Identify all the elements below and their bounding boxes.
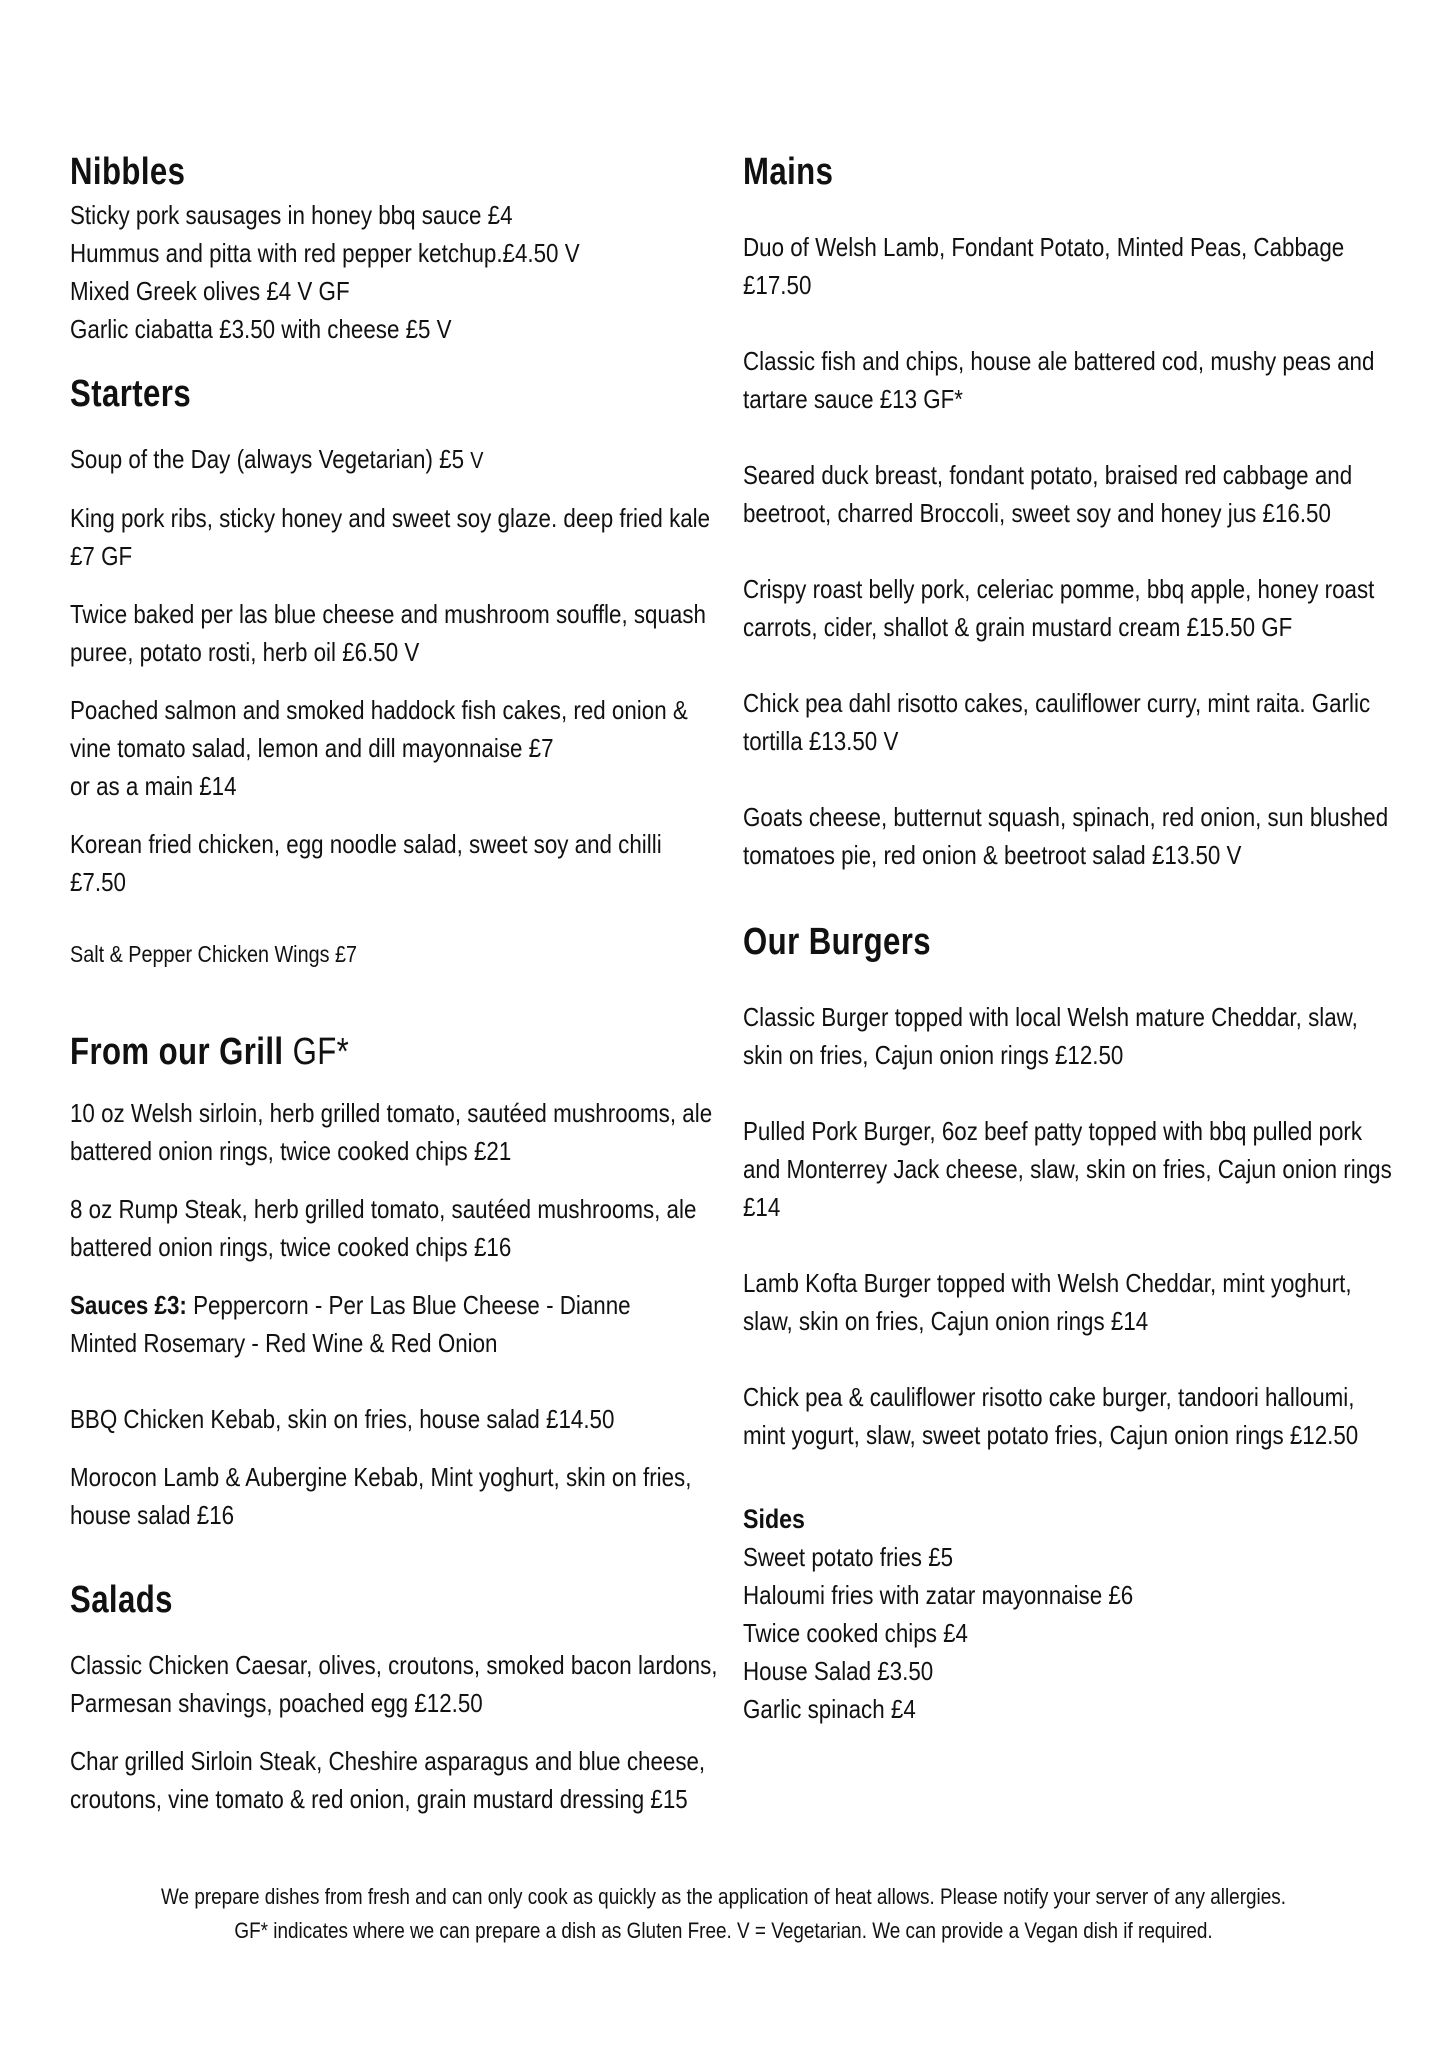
menu-item: Garlic ciabatta £3.50 with cheese £5 V — [70, 313, 452, 344]
menu-item: Poached salmon and smoked haddock fish cakes, red onion & vine tomato salad, lemon and dill mayonnaise £7 — [70, 694, 688, 763]
sauces-line: Peppercorn - Per Las Blue Cheese - Dianne — [193, 1289, 631, 1320]
burgers-section — [743, 920, 1403, 1454]
menu-item: 8 oz Rump Steak, herb grilled tomato, sautéed mushrooms, ale battered onion rings, twice cooked chips £16 — [70, 1193, 697, 1262]
menu-footer-note — [153, 1880, 1294, 1948]
menu-item: Lamb Kofta Burger topped with Welsh Cheddar, mint yoghurt, slaw, skin on fries, Cajun onion rings £14 — [743, 1267, 1352, 1336]
mains-section — [743, 150, 1403, 874]
grill-heading — [70, 1030, 603, 1076]
menu-item: Classic Burger topped with local Welsh mature Cheddar, slaw, skin on fries, Cajun onion rings £12.50 — [743, 1001, 1358, 1070]
menu-item: Chick pea & cauliflower risotto cake burger, tandoori halloumi, mint yogurt, slaw, sweet potato fries, Cajun onion rings £12.50 — [743, 1381, 1359, 1450]
vegetarian-mark: V — [470, 446, 484, 473]
burgers-heading: Our Burgers — [743, 921, 932, 963]
mains-heading: Mains — [743, 151, 834, 193]
sides-heading: Sides — [743, 1504, 805, 1534]
sauces-label: Sauces £3: — [70, 1289, 187, 1320]
menu-item: House Salad £3.50 — [743, 1656, 934, 1686]
salads-heading: Salads — [70, 1579, 173, 1621]
menu-item: Twice cooked chips £4 — [743, 1618, 968, 1648]
menu-item: Sticky pork sausages in honey bbq sauce £4 — [70, 199, 513, 230]
menu-item: Mixed Greek olives £4 V GF — [70, 275, 350, 306]
footer-line: We prepare dishes from fresh and can only cook as quickly as the application of heat allows. Please notify your server of any allergies. — [161, 1884, 1286, 1909]
menu-item: Garlic spinach £4 — [743, 1694, 916, 1724]
menu-item: Seared duck breast, fondant potato, braised red cabbage and beetroot, charred Broccoli, sweet soy and honey jus £16.50 — [743, 459, 1353, 528]
starters-section — [70, 372, 720, 973]
menu-item: or as a main £14 — [70, 770, 237, 801]
nibbles-heading: Nibbles — [70, 151, 186, 193]
menu-item — [70, 440, 718, 479]
nibbles-section — [70, 150, 663, 348]
sauces-line: Minted Rosemary - Red Wine & Red Onion — [70, 1327, 498, 1358]
menu-item: Goats cheese, butternut squash, spinach, red onion, sun blushed tomatoes pie, red onion & beetroot salad £13.50 V — [743, 801, 1389, 870]
menu-item: Hummus and pitta with red pepper ketchup.£4.50 V — [70, 237, 580, 268]
menu-item: Chick pea dahl risotto cakes, cauliflower curry, mint raita. Garlic tortilla £13.50 V — [743, 687, 1371, 756]
salads-section — [70, 1578, 720, 1818]
menu-item-text: Soup of the Day (always Vegetarian) £5 — [70, 443, 465, 474]
menu-item: Classic fish and chips, house ale battered cod, mushy peas and tartare sauce £13 GF* — [743, 345, 1375, 414]
grill-section — [70, 1030, 720, 1534]
menu-item: Haloumi fries with zatar mayonnaise £6 — [743, 1580, 1134, 1610]
menu-item: Char grilled Sirloin Steak, Cheshire asparagus and blue cheese, croutons, vine tomato & red onion, grain mustard dressing £15 — [70, 1745, 706, 1814]
starters-heading: Starters — [70, 373, 192, 415]
menu-item: Sweet potato fries £5 — [743, 1542, 954, 1572]
menu-item: Duo of Welsh Lamb, Fondant Potato, Minted Peas, Cabbage £17.50 — [743, 231, 1345, 300]
menu-item: Morocon Lamb & Aubergine Kebab, Mint yoghurt, skin on fries, house salad £16 — [70, 1461, 692, 1530]
menu-item: Twice baked per las blue cheese and mushroom souffle, squash puree, potato rosti, herb oil £6.50 V — [70, 598, 706, 667]
menu-item: King pork ribs, sticky honey and sweet soy glaze. deep fried kale £7 GF — [70, 502, 711, 571]
sauces-block — [70, 1286, 718, 1362]
sides-section — [743, 1500, 1403, 1728]
grill-heading-text: From our Grill — [70, 1031, 284, 1073]
menu-item: 10 oz Welsh sirloin, herb grilled tomato, sautéed mushrooms, ale battered onion rings, twice cooked chips £21 — [70, 1097, 713, 1166]
menu-item: Pulled Pork Burger, 6oz beef patty topped with bbq pulled pork and Monterrey Jack cheese, slaw, skin on fries, Cajun onion rings £14 — [743, 1115, 1392, 1222]
menu-item: Crispy roast belly pork, celeriac pomme, bbq apple, honey roast carrots, cider, shallot & grain mustard cream £15.50 GF — [743, 573, 1375, 642]
menu-item: Classic Chicken Caesar, olives, croutons, smoked bacon lardons, Parmesan shavings, poached egg £12.50 — [70, 1649, 718, 1718]
gluten-free-mark: GF* — [292, 1031, 350, 1073]
menu-item: Korean fried chicken, egg noodle salad, sweet soy and chilli £7.50 — [70, 828, 662, 897]
menu-item: Salt & Pepper Chicken Wings £7 — [70, 940, 357, 967]
menu-item: BBQ Chicken Kebab, skin on fries, house salad £14.50 — [70, 1403, 615, 1434]
footer-line: GF* indicates where we can prepare a dish as Gluten Free. V = Vegetarian. We can provide a Vegan dish if required. — [234, 1918, 1213, 1943]
